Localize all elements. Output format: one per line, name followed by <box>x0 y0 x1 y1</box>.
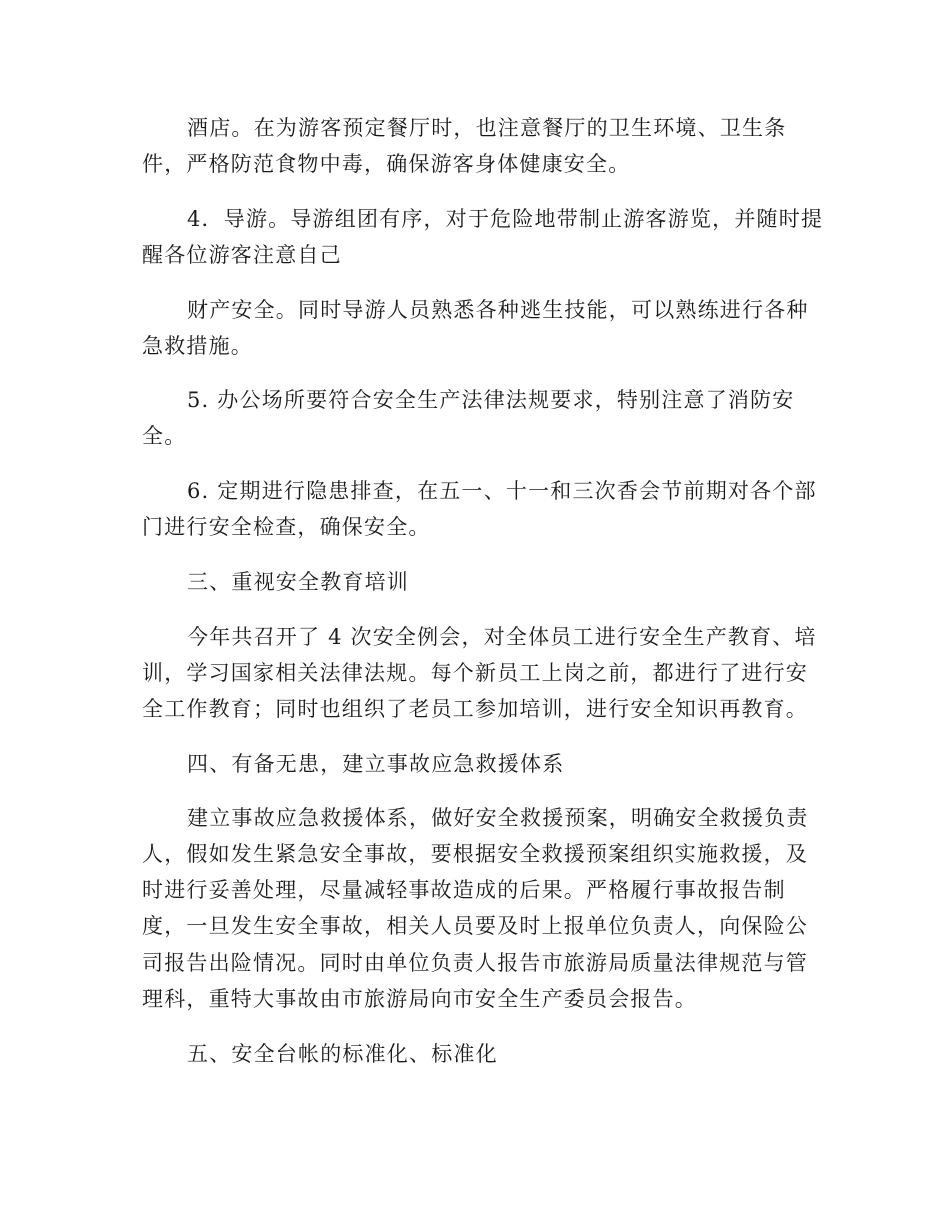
paragraph-line: 理科，重特大事故由市旅游局向市安全生产委员会报告。 <box>142 987 697 1011</box>
paragraph-line: 建立事故应急救援体系，做好安全救援预案，明确安全救援负责 <box>187 806 809 830</box>
paragraph-line: 6. 定期进行隐患排查，在五一、十一和三次香会节前期对各个部 <box>187 479 817 503</box>
paragraph-line: 度，一旦发生安全事故，相关人员要及时上报单位负责人，向保险公 <box>142 914 808 938</box>
paragraph-line: 司报告出险情况。同时由单位负责人报告市旅游局质量法律规范与管 <box>142 951 808 975</box>
section-heading: 三、重视安全教育培训 <box>187 570 409 594</box>
paragraph-line: 今年共召开了 4 次安全例会，对全体员工进行安全生产教育、培 <box>187 625 817 649</box>
paragraph-line: 时进行妥善处理，尽量减轻事故造成的后果。严格履行事故报告制 <box>142 878 786 902</box>
paragraph-line: 门进行安全检查，确保安全。 <box>142 515 431 539</box>
paragraph-line: 件，严格防范食物中毒，确保游客身体健康安全。 <box>142 152 631 176</box>
paragraph-line: 全。 <box>142 424 187 448</box>
paragraph-line: 5. 办公场所要符合安全生产法律法规要求，特别注意了消防安 <box>187 388 795 412</box>
paragraph-line: 全工作教育；同时也组织了老员工参加培训，进行安全知识再教育。 <box>142 697 808 721</box>
paragraph-line: 人，假如发生紧急安全事故，要根据安全救援预案组织实施救援，及 <box>142 842 808 866</box>
paragraph-line: 酒店。在为游客预定餐厅时，也注意餐厅的卫生环境、卫生条 <box>187 116 787 140</box>
paragraph-line: 4．导游。导游组团有序，对于危险地带制止游客游览，并随时提 <box>187 207 824 231</box>
paragraph-line: 醒各位游客注意自己 <box>142 243 342 267</box>
section-heading: 五、安全台帐的标准化、标准化 <box>187 1042 498 1066</box>
section-heading: 四、有备无患，建立事故应急救援体系 <box>187 752 565 776</box>
paragraph-line: 训，学习国家相关法律法规。每个新员工上岗之前，都进行了进行安 <box>142 661 808 685</box>
paragraph-line: 财产安全。同时导游人员熟悉各种逃生技能，可以熟练进行各种 <box>187 298 809 322</box>
paragraph-line: 急救措施。 <box>142 334 253 358</box>
